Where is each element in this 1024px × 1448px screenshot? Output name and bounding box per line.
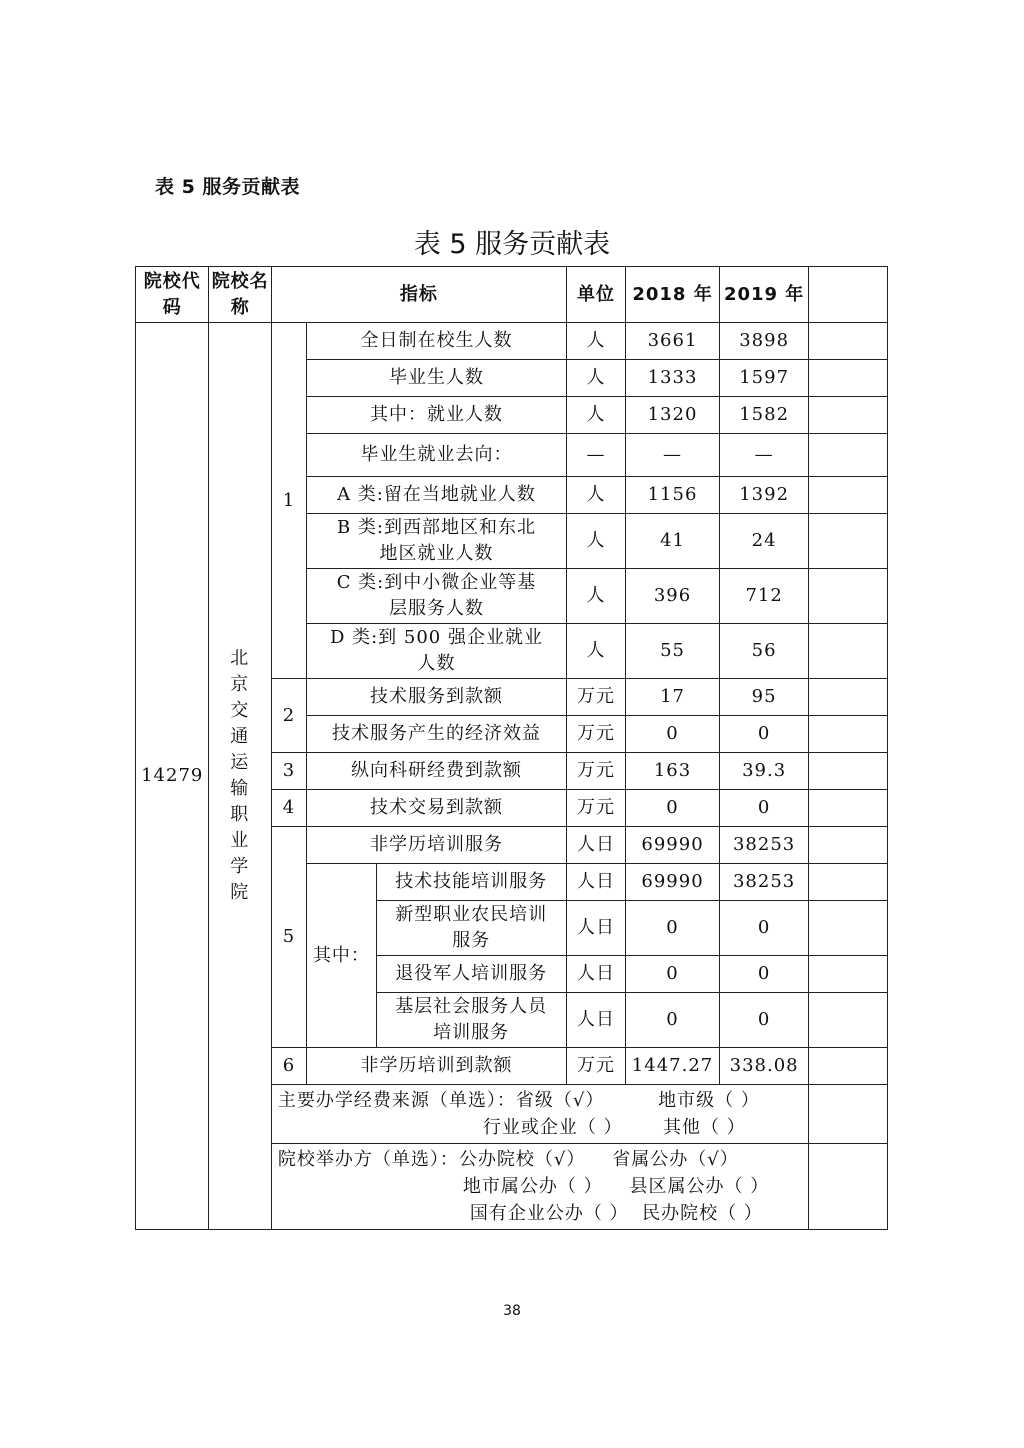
school-name: 北京交通运输职业学院 [230, 648, 251, 903]
indicator-text: B 类:到西部地区和东北地区就业人数 [336, 517, 536, 564]
value-2019-cell: 0 [719, 901, 809, 956]
empty-cell [809, 360, 888, 397]
empty-cell [809, 569, 888, 624]
table-title: 表 5 服务贡献表 [413, 229, 611, 260]
section-title: 表 5 服务贡献表 [155, 176, 300, 198]
value-2018-cell: 41 [626, 514, 720, 569]
funding-municipal: 地市级（ ） [658, 1090, 760, 1111]
group-number-6: 6 [271, 1048, 306, 1085]
empty-cell [809, 1144, 888, 1230]
unit-cell: 人日 [566, 993, 625, 1048]
header-empty-cell [809, 267, 888, 323]
unit-cell: 万元 [566, 790, 625, 827]
funding-source-cell [271, 1085, 809, 1144]
value-2018-cell: 1447.27 [626, 1048, 720, 1085]
operator-municipal: 地市属公办（ ） [462, 1176, 603, 1197]
group-number-5: 5 [271, 827, 306, 1048]
empty-cell [809, 753, 888, 790]
header-school-name: 院校名称 [209, 267, 271, 323]
operator-state-enterprise: 国有企业公办（ ） [469, 1203, 629, 1224]
indicator-text: D 类:到 500 强企业就业人数 [329, 627, 543, 674]
value-2018-cell: 0 [626, 901, 720, 956]
indicator-cell: A 类:留在当地就业人数 [307, 477, 567, 514]
empty-cell [809, 790, 888, 827]
unit-cell: 万元 [566, 716, 625, 753]
group-number-4: 4 [271, 790, 306, 827]
empty-cell [809, 864, 888, 901]
group-number-2: 2 [271, 679, 306, 753]
group-number-3: 3 [271, 753, 306, 790]
indicator-cell: 非学历培训服务 [307, 827, 567, 864]
value-2019-cell: 56 [719, 624, 809, 679]
value-2018-cell: 69990 [626, 864, 720, 901]
unit-cell: 人 [566, 360, 625, 397]
unit-cell: 人日 [566, 864, 625, 901]
service-contribution-table [135, 266, 888, 1230]
value-2018-cell: 396 [626, 569, 720, 624]
value-2019-cell: 0 [719, 790, 809, 827]
indicator-cell [376, 993, 566, 1048]
unit-cell: 万元 [566, 679, 625, 716]
school-name-cell [209, 323, 271, 1230]
unit-cell: 万元 [566, 753, 625, 790]
empty-cell [809, 434, 888, 477]
header-2018: 2018 年 [626, 267, 720, 323]
value-2019-cell: 3898 [719, 323, 809, 360]
value-2018-cell: 163 [626, 753, 720, 790]
indicator-text: C 类:到中小微企业等基层服务人数 [336, 572, 537, 619]
operator-county: 县区属公办（ ） [629, 1176, 770, 1197]
indicator-cell: 其中：就业人数 [307, 397, 567, 434]
value-2019-cell: 0 [719, 956, 809, 993]
empty-cell [809, 514, 888, 569]
empty-cell [809, 1048, 888, 1085]
operator-public-school: 公办院校（√） [458, 1149, 586, 1170]
value-2019-cell: 338.08 [719, 1048, 809, 1085]
value-2018-cell: 69990 [626, 827, 720, 864]
empty-cell [809, 827, 888, 864]
empty-cell [809, 993, 888, 1048]
value-2019-cell: 39.3 [719, 753, 809, 790]
value-2018-cell: 0 [626, 790, 720, 827]
value-2019-cell: 1582 [719, 397, 809, 434]
value-2019-cell: 38253 [719, 864, 809, 901]
table-row [136, 323, 888, 360]
indicator-cell [307, 514, 567, 569]
operator-label: 院校举办方（单选）： [277, 1149, 459, 1170]
value-2018-cell: 1333 [626, 360, 720, 397]
value-2018-cell: 55 [626, 624, 720, 679]
value-2019-cell: 0 [719, 716, 809, 753]
group-number-1: 1 [271, 323, 306, 679]
unit-cell: 人 [566, 569, 625, 624]
funding-label: 主要办学经费来源（单选）： [277, 1090, 516, 1111]
unit-cell: 人 [566, 624, 625, 679]
funding-industry: 行业或企业（ ） [482, 1117, 623, 1138]
empty-cell [809, 1085, 888, 1144]
indicator-cell: 技术交易到款额 [307, 790, 567, 827]
operator-private: 民办院校（ ） [642, 1203, 763, 1224]
indicator-text: 新型职业农民培训服务 [395, 904, 548, 951]
unit-cell: 人日 [566, 956, 625, 993]
value-2018-cell: 0 [626, 993, 720, 1048]
unit-cell: 人 [566, 323, 625, 360]
header-unit: 单位 [566, 267, 625, 323]
page-number: 38 [503, 1303, 521, 1319]
table-header-row [136, 267, 888, 323]
value-2019-cell: — [719, 434, 809, 477]
indicator-cell [307, 569, 567, 624]
value-2018-cell: 17 [626, 679, 720, 716]
school-operator-cell [271, 1144, 809, 1230]
unit-cell: 万元 [566, 1048, 625, 1085]
empty-cell [809, 901, 888, 956]
unit-cell: 人 [566, 477, 625, 514]
unit-cell: 人日 [566, 827, 625, 864]
value-2019-cell: 1597 [719, 360, 809, 397]
empty-cell [809, 323, 888, 360]
empty-cell [809, 624, 888, 679]
unit-cell: 人 [566, 397, 625, 434]
value-2018-cell: 1156 [626, 477, 720, 514]
indicator-cell: 全日制在校生人数 [307, 323, 567, 360]
school-code-cell: 14279 [136, 323, 209, 1230]
value-2019-cell: 1392 [719, 477, 809, 514]
header-indicator: 指标 [271, 267, 566, 323]
indicator-cell: 纵向科研经费到款额 [307, 753, 567, 790]
value-2019-cell: 95 [719, 679, 809, 716]
funding-provincial: 省级（√） [515, 1090, 605, 1111]
indicator-cell: 技术服务产生的经济效益 [307, 716, 567, 753]
empty-cell [809, 956, 888, 993]
empty-cell [809, 716, 888, 753]
value-2018-cell: 3661 [626, 323, 720, 360]
indicator-cell [307, 624, 567, 679]
funding-other: 其他（ ） [662, 1117, 746, 1138]
indicator-text: 基层社会服务人员培训服务 [395, 996, 548, 1043]
indicator-cell: 退役军人培训服务 [376, 956, 566, 993]
indicator-cell: 非学历培训到款额 [307, 1048, 567, 1085]
indicator-cell: 毕业生人数 [307, 360, 567, 397]
value-2019-cell: 0 [719, 993, 809, 1048]
value-2018-cell: 1320 [626, 397, 720, 434]
value-2018-cell: 0 [626, 716, 720, 753]
header-2019: 2019 年 [719, 267, 809, 323]
value-2018-cell: — [626, 434, 720, 477]
unit-cell: 人日 [566, 901, 625, 956]
empty-cell [809, 679, 888, 716]
unit-cell: 人 [566, 514, 625, 569]
indicator-cell: 毕业生就业去向： [307, 434, 567, 477]
indicator-cell: 技术服务到款额 [307, 679, 567, 716]
header-school-code: 院校代码 [136, 267, 209, 323]
group-5-sub-label: 其中： [307, 864, 376, 1048]
value-2019-cell: 24 [719, 514, 809, 569]
indicator-cell [376, 901, 566, 956]
indicator-cell: 技术技能培训服务 [376, 864, 566, 901]
operator-provincial: 省属公办（√） [612, 1149, 739, 1170]
unit-cell: — [566, 434, 625, 477]
empty-cell [809, 477, 888, 514]
empty-cell [809, 397, 888, 434]
value-2018-cell: 0 [626, 956, 720, 993]
value-2019-cell: 712 [719, 569, 809, 624]
value-2019-cell: 38253 [719, 827, 809, 864]
